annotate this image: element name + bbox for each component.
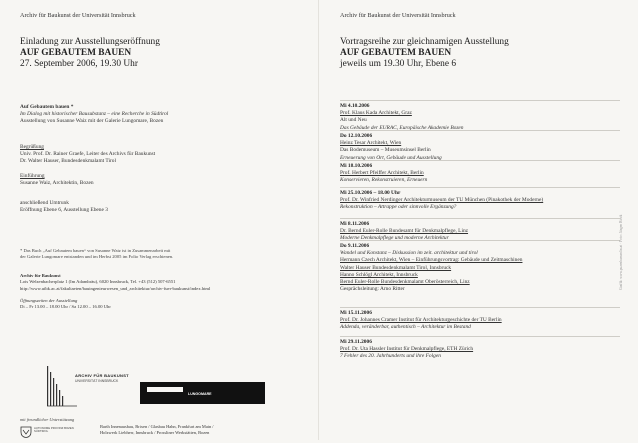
sponsor-province-text: AUTONOME PROVINZ BOZEN SÜDTIROL xyxy=(34,426,74,434)
lecture-item xyxy=(340,307,626,332)
lecture-date: Do 9.11.2006 xyxy=(340,243,370,249)
lecture-topic: 7 Fehler des 20. Jahrhunderts und ihre Folgen xyxy=(340,353,441,360)
hours-label: Öffnungszeiten der Ausstellung xyxy=(20,298,78,303)
lecture-topic: Rekonstruktion – Attrappe oder sinnvolle Ergänzung? xyxy=(340,204,457,211)
lecture-speaker: Hanno Schlögl Architekt, Innsbruck xyxy=(340,271,418,278)
barcode-label: LUNGOMARE xyxy=(188,392,212,396)
archive-logo xyxy=(47,364,137,410)
introduction-block xyxy=(20,173,310,187)
lecture-separator xyxy=(340,187,620,188)
lecture-separator xyxy=(340,100,620,101)
side-credit: Grafik: www.puzenbaeumlin.at · Foto: Jürgen Rieck xyxy=(619,214,623,290)
archive-website-link[interactable]: http://www.uibk.ac.at/fakultaeten/bauingenieurwesen_und_architektur/archiv-fuer-baukunst/index.html xyxy=(20,285,211,291)
intro-block xyxy=(20,104,310,125)
lecture-speaker: Bernd Euler-Rolle Bundesdenkmalamt Oberösterreich, Linz xyxy=(340,279,470,286)
lecture-item xyxy=(340,130,626,162)
introduction-speaker: Susanne Waiz, Architektin, Bozen xyxy=(20,180,94,187)
lecture-date: Mi 29.11.2006 xyxy=(340,339,372,345)
lecture-text: Gesprächsleitung: Arno Ritter xyxy=(340,286,405,293)
lecture-speaker: Heinz Tesar Architekt, Wien xyxy=(340,140,402,147)
lecture-text: Das Bodemuseum – Museumsinsel Berlin xyxy=(340,147,431,154)
left-title xyxy=(20,37,160,70)
lecture-item xyxy=(340,218,626,243)
hours-value: Di – Fr 13.00 – 18.00 Uhr / Sa 12.00 – 16.00 Uhr xyxy=(20,304,111,310)
lecture-speaker: Prof. Klaus Kada Architekt, Graz xyxy=(340,110,412,117)
archive-contact xyxy=(20,273,310,292)
lecture-speaker: Hermann Czech Architekt, Wien – Einführungsvortrag: Gebäude und Zeitmaschinen xyxy=(340,257,523,264)
lecture-speaker: Prof. Dr. Uta Hassler Institut für Denkmalpflege, ETH Zürich xyxy=(340,346,474,353)
barcode-gap xyxy=(147,387,183,392)
logo-text-1: ARCHIV FÜR BAUKUNST xyxy=(75,373,129,378)
greeting-speaker-2: Dr. Walter Hauser, Bundesdenkmalamt Tirol xyxy=(20,158,116,165)
footnote xyxy=(20,248,310,261)
supporters-list xyxy=(100,424,315,436)
lecture-speaker: Prof. Herbert Pfeiffer Architekt, Berlin xyxy=(340,170,424,177)
lecture-topic: Addenda, veränderbar, authentisch – Architektur im Bestand xyxy=(340,324,471,331)
lecture-topic: Moderne Denkmalpflege und moderne Architektur xyxy=(340,235,449,242)
introduction-label: Einführung xyxy=(20,173,45,179)
greeting-speaker-1: Univ. Prof. Dr. Rainer Graefe, Leiter des Archivs für Baukunst xyxy=(20,151,156,158)
right-title xyxy=(340,37,509,70)
invitation-line: Einladung zur Ausstellungseröffnung xyxy=(20,37,160,47)
intro-description: Ausstellung von Susanne Waiz mit der Galerie Lungomare, Bozen xyxy=(20,118,164,125)
supporters-line-1: Barth Innenausbau, Brixen / Glasbau Hahn, Frankfurt am Main / xyxy=(100,424,214,429)
exhibition-date: 27. September 2006, 19.30 Uhr xyxy=(20,59,138,69)
logo-text-2: UNIVERSITÄT INNSBRUCK xyxy=(75,379,119,383)
afterwards-line-1: anschließend Umtrunk xyxy=(20,200,69,206)
lecture-speaker: Prof. Dr. Johannes Cramer Institut für Architekturgeschichte der TU Berlin xyxy=(340,317,502,324)
archive-logo-mark xyxy=(47,364,137,410)
lecture-item xyxy=(340,336,626,361)
greeting-block xyxy=(20,144,310,165)
lecture-text: Alt und Neu xyxy=(340,117,367,124)
lecture-separator xyxy=(340,130,620,131)
intro-subtitle: Im Dialog mit historischer Bausubstanz – eine Recherche in Südtirol xyxy=(20,111,169,118)
lecture-topic: Wandel und Konstanz – Diskussion im zeit. architektur und tirol xyxy=(340,250,478,257)
lecture-date: Mi 8.11.2006 xyxy=(340,221,370,227)
exhibition-title: AUF GEBAUTEM BAUEN xyxy=(20,48,132,58)
lecture-date: Do 12.10.2006 xyxy=(340,133,373,139)
lecture-series-title: AUF GEBAUTEM BAUEN xyxy=(340,48,452,58)
greeting-label: Begrüßung xyxy=(20,144,44,150)
province-crest-icon xyxy=(20,425,32,437)
supporters-line-2: Holzwerk Liebherr, Innsbruck / Prossliner Werkstätten, Bozen xyxy=(100,430,210,435)
support-label: mit freundlicher Unterstützung xyxy=(20,417,75,422)
lecture-date: Mi 15.11.2006 xyxy=(340,310,372,316)
lecture-separator xyxy=(340,307,620,308)
lecture-item xyxy=(340,187,626,212)
lecture-topic: Konservieren, Rekonstruieren, Erneuern xyxy=(340,177,428,184)
lecture-item xyxy=(340,100,626,132)
lecture-topic: Das Gebäude der EURAC, Europäische Akademie Bozen xyxy=(340,124,464,131)
lecture-date: Mi 18.10.2006 xyxy=(340,163,373,169)
lecture-separator xyxy=(340,218,620,219)
lecture-item xyxy=(340,160,626,185)
lecture-separator xyxy=(340,160,620,161)
archive-title: Archiv für Baukunst xyxy=(20,273,61,278)
page-fold xyxy=(318,0,319,440)
lecture-item xyxy=(340,240,626,293)
lecture-series-line: Vortragsreihe zur gleichnamigen Ausstellung xyxy=(340,37,509,47)
footnote-line-2: der Galerie Lungomare entstanden und im Herbst 2005 im Folio Verlag erschienen. xyxy=(20,254,174,260)
footnote-line-1: * Das Buch „Auf Gebautem bauen“ von Susanne Waiz ist in Zusammenarbeit mit xyxy=(20,248,171,253)
opening-hours xyxy=(20,298,310,311)
lecture-separator xyxy=(340,336,620,337)
lecture-topic: Erneuerung von Ort, Gebäude und Ausstellung xyxy=(340,154,442,161)
lecture-speaker: Dr. Bernd Euler-Rolle Bundesamt für Denkmalpflege, Linz xyxy=(340,228,469,235)
left-header: Archiv für Baukunst der Universität Innsbruck xyxy=(20,12,136,19)
lecture-date: Mi 4.10.2006 xyxy=(340,103,370,109)
lecture-separator xyxy=(340,240,620,241)
afterwards-line-2: Eröffnung Ebene 6, Ausstellung Ebene 3 xyxy=(20,207,108,214)
lecture-speaker: Prof. Dr. Winfried Nerdinger Architekturmuseum der TU München (Pinakothek der Moderne) xyxy=(340,197,544,204)
intro-title: Auf Gebautem bauen * xyxy=(20,104,74,110)
afterwards-block xyxy=(20,200,310,214)
archive-address: Lois Welzenbacherplatz 1 (Im Adambräu), 6020 Innsbruck, Tel. +43 (512) 507-6551 xyxy=(20,279,176,285)
right-header: Archiv für Baukunst der Universität Innsbruck xyxy=(340,12,456,19)
lecture-speaker: Walter Hauser Bundesdenkmalamt Tirol, Innsbruck xyxy=(340,264,452,271)
lecture-date: Mi 25.10.2006 – 18.00 Uhr xyxy=(340,190,401,196)
lecture-time-line: jeweils um 19.30 Uhr, Ebene 6 xyxy=(340,59,457,69)
